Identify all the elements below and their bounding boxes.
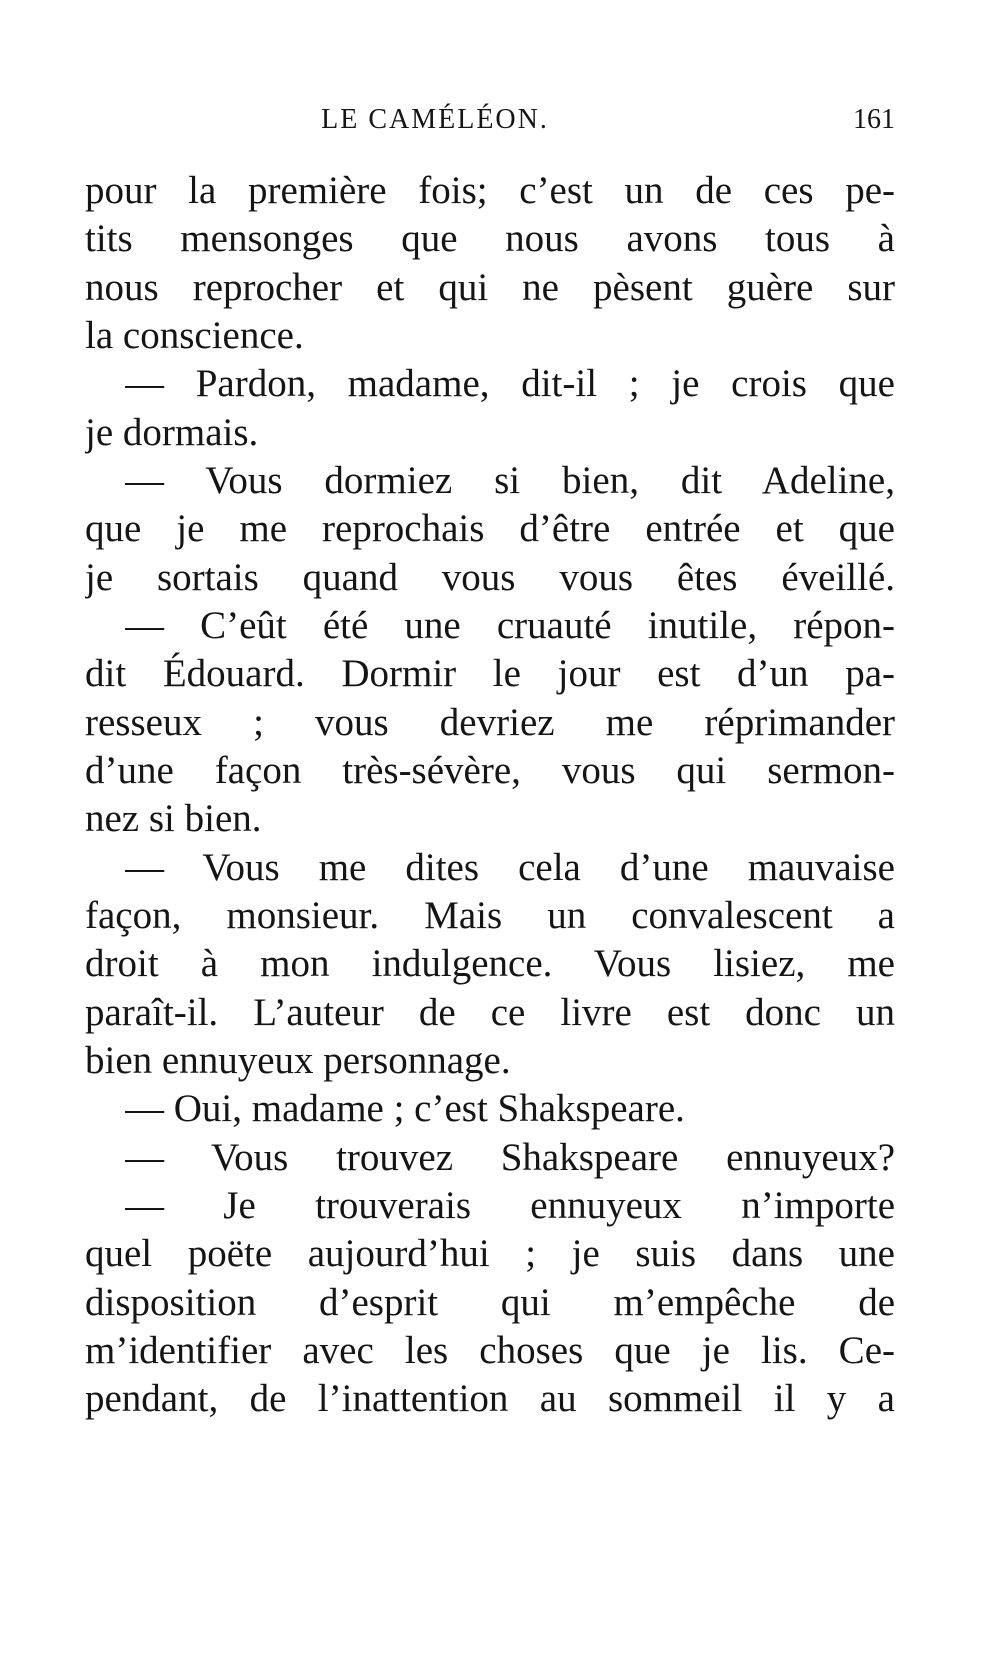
text-line: nez si bien.: [85, 797, 262, 840]
text-line: — Oui, madame ; c’est Shakspeare.: [125, 1087, 685, 1130]
text-line: nous reprocher et qui ne pèsent guère sur: [85, 266, 895, 309]
text-line: d’une façon très-sévère, vous qui sermon-: [85, 749, 895, 792]
text-line: — Vous trouvez Shakspeare ennuyeux?: [125, 1136, 895, 1179]
text-line: la conscience.: [85, 314, 304, 357]
text-line: je sortais quand vous vous êtes éveillé.: [85, 556, 895, 599]
text-line: dit Édouard. Dormir le jour est d’un pa-: [85, 652, 895, 695]
text-line: resseux ; vous devriez me réprimander: [85, 701, 895, 744]
text-line: — Vous dormiez si bien, dit Adeline,: [125, 459, 895, 502]
text-line: quel poëte aujourd’hui ; je suis dans une: [85, 1232, 895, 1275]
text-line: droit à mon indulgence. Vous lisiez, me: [85, 942, 895, 985]
text-line: — Vous me dites cela d’une mauvaise: [125, 846, 895, 889]
text-line: — Je trouverais ennuyeux n’importe: [125, 1184, 895, 1227]
text-line: façon, monsieur. Mais un convalescent a: [85, 894, 895, 937]
text-line: pendant, de l’inattention au sommeil il y a: [85, 1377, 895, 1420]
text-line: paraît-il. L’auteur de ce livre est donc un: [85, 991, 895, 1034]
text-line: bien ennuyeux personnage.: [85, 1039, 511, 1082]
running-title: LE CAMÉLÉON.: [321, 104, 549, 135]
text-line: que je me reprochais d’être entrée et que: [85, 507, 895, 550]
text-line: je dormais.: [85, 411, 259, 454]
text-line: pour la première fois; c’est un de ces pe-: [85, 169, 895, 212]
text-line: disposition d’esprit qui m’empêche de: [85, 1281, 895, 1324]
running-head: [85, 100, 895, 140]
text-line: m’identifier avec les choses que je lis. Ce-: [85, 1329, 895, 1372]
page-number: 161: [853, 104, 895, 135]
text-line: — C’eût été une cruauté inutile, répon-: [125, 604, 895, 647]
text-line: tits mensonges que nous avons tous à: [85, 217, 895, 260]
text-line: — Pardon, madame, dit-il ; je crois que: [125, 362, 895, 405]
